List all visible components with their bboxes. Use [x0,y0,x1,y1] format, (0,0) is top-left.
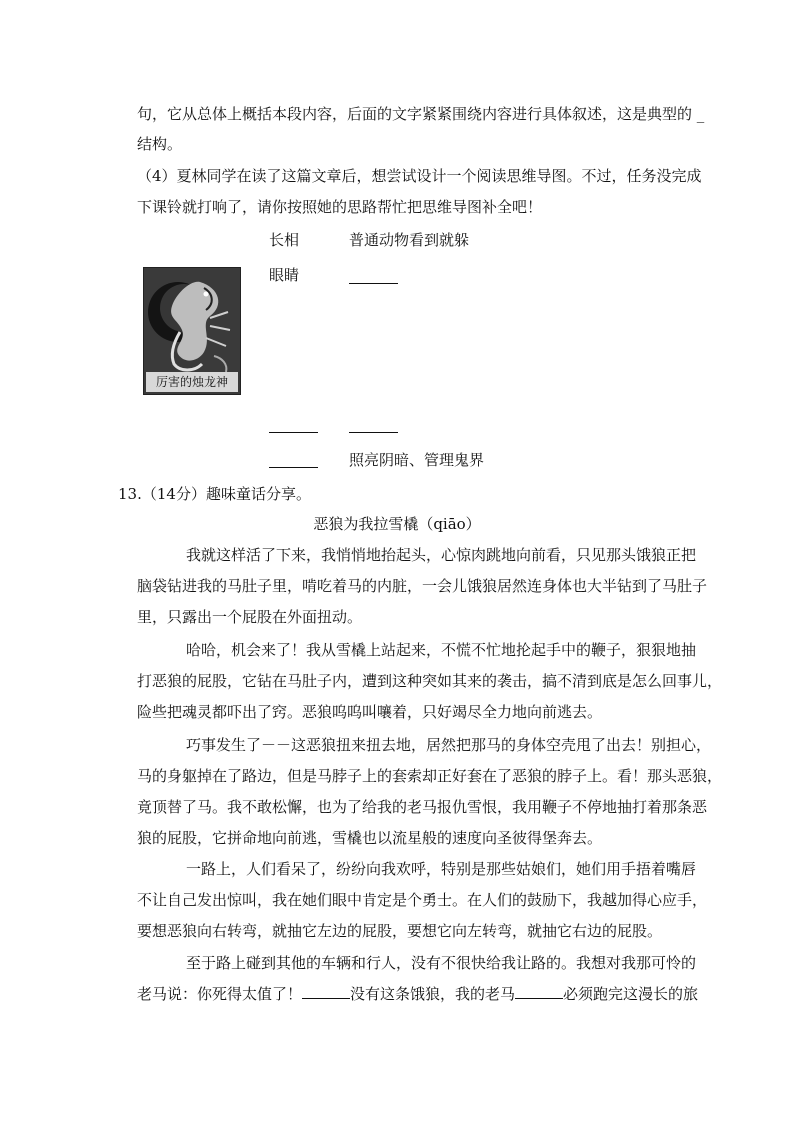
story-line: 一路上，人们看呆了，纷纷向我欢呼，特别是那些姑娘们，她们用手捂着嘴唇 [186,860,697,878]
image-caption: 厉害的烛龙神 [155,375,228,389]
story-line: 险些把魂灵都吓出了窍。恶狼呜呜叫嚷着，只好竭尽全力地向前逃去。 [137,703,603,721]
story-title: 恶狼为我拉雪橇（qiāo） [313,515,481,533]
last-line-part-2: 没有这条饿狼，我的老马 [350,985,516,1003]
story-line: 狼的屁股，它拼命地向前逃，雪橇也以流星般的速度向圣彼得堡奔去。 [137,829,603,847]
mindmap-blank-2[interactable] [349,432,398,433]
story-line: 我就这样活了下来，我悄悄地抬起头，心惊肉跳地向前看，只见那头饿狼正把 [186,546,697,564]
mindmap-blank-eyes[interactable] [349,283,398,284]
q3-line-2: 结构。 [137,135,183,153]
story-line: 哈哈，机会来了！我从雪橇上站起来，不慌不忙地抡起手中的鞭子，狠狠地抽 [186,641,697,659]
story-line: 不让自己发出惊叫，我在她们眼中肯定是个勇士。在人们的鼓励下，我越加得心应手， [137,891,708,909]
story-line: 里，只露出一个屁股在外面扭动。 [137,608,363,626]
story-line: 脑袋钻进我的马肚子里，啃吃着马的内脏，一会儿饿狼居然连身体也大半钻到了马肚子 [137,577,708,595]
q4-line-2: 下课铃就打响了，请你按照她的思路帮忙把思维导图补全吧！ [137,198,543,216]
q13-header: 13.（14分）趣味童话分享。 [118,485,311,503]
story-line: 竟顶替了马。我不敢松懈，也为了给我的老马报仇雪恨，我用鞭子不停地抽打着那条恶 [137,798,708,816]
last-line-part-3: 必须跑完这漫长的旅 [563,985,699,1003]
story-line: 马的身躯掉在了路边，但是马脖子上的套索却正好套在了恶狼的脖子上。看！那头恶狼， [137,767,723,785]
story-line: 巧事发生了－－这恶狼扭来扭去地，居然把那马的身体空壳甩了出去！别担心， [186,736,712,754]
mindmap-blank-3[interactable] [269,467,318,468]
q3-line-1: 句，它从总体上概括本段内容，后面的文字紧紧围绕内容进行具体叙述，这是典型的 _ [137,105,705,123]
story-line: 打恶狼的屁股，它钻在马肚子内，遭到这种突如其来的袭击，搞不清到底是怎么回事儿， [137,672,723,690]
fill-blank-1[interactable] [302,984,350,999]
fill-blank-2[interactable] [515,984,563,999]
story-last-line [137,984,698,1004]
mindmap-label-eyes: 眼睛 [269,266,300,284]
mindmap-blank-1[interactable] [269,432,318,433]
mindmap-value-light: 照亮阴暗、管理鬼界 [349,451,485,469]
last-line-part-1: 老马说：你死得太值了！ [137,985,303,1003]
q4-line-1: （4）夏林同学在读了这篇文章后，想尝试设计一个阅读思维导图。不过，任务没完成 [137,167,702,185]
story-line: 要想恶狼向右转弯，就抽它左边的屁股，要想它向左转弯，就抽它右边的屁股。 [137,922,663,940]
story-line: 至于路上碰到其他的车辆和行人，没有不很快给我让路的。我想对我那可怜的 [186,954,697,972]
mindmap-label-appearance: 长相 [269,231,300,249]
mindmap-value-appearance: 普通动物看到就躲 [349,231,470,249]
torch-dragon-image [143,267,241,395]
